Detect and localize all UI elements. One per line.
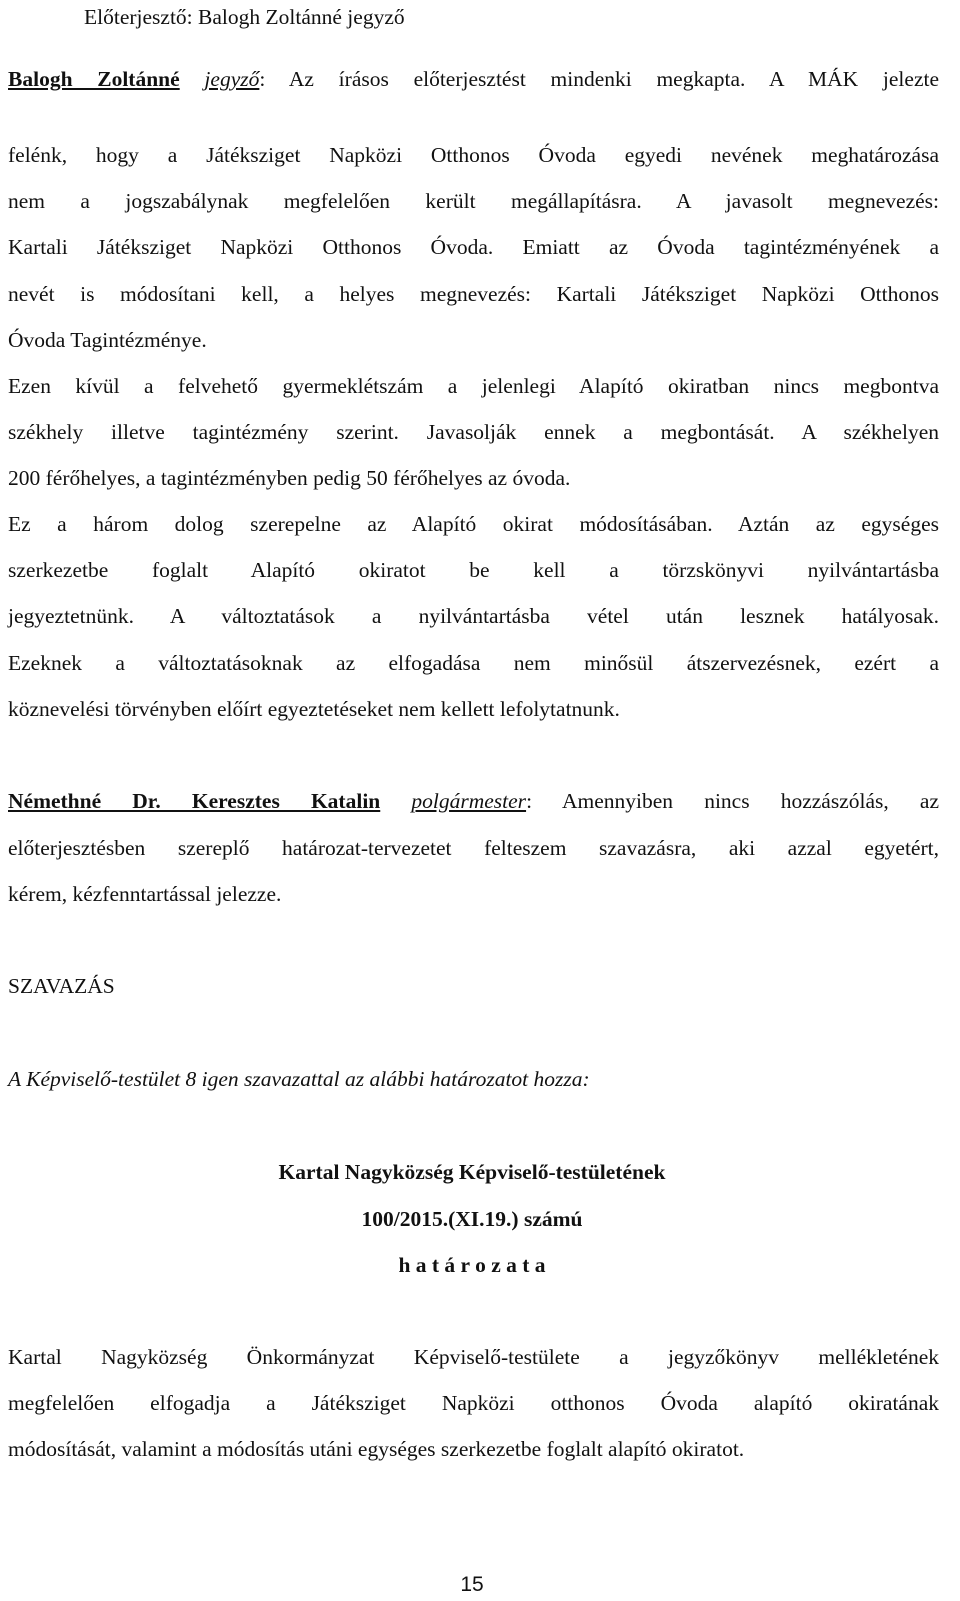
p1-first-text: Az írásos előterjesztést mindenki megkapta. A MÁK jelezte bbox=[288, 67, 940, 91]
p1-role: jegyző bbox=[204, 67, 260, 91]
p1-line-10: szerkezetbe foglalt Alapító okiratot be kell a törzskönyvi nyilvántartásba bbox=[8, 558, 939, 582]
resolution-title: Kartal Nagyközség Képviselő-testületének bbox=[278, 1160, 666, 1184]
resolution-line-2: megfelelően elfogadja a Játéksziget Napközi otthonos Óvoda alapító okiratának bbox=[8, 1391, 939, 1415]
p1-line-1: felénk, hogy a Játéksziget Napközi Otthonos Óvoda egyedi nevének meghatározása bbox=[8, 143, 939, 167]
resolution-label: h a t á r o z a t a bbox=[398, 1253, 546, 1277]
presenter-line: Előterjesztő: Balogh Zoltánné jegyző bbox=[84, 5, 405, 29]
p2-first-line bbox=[8, 786, 939, 816]
p1-first-line bbox=[8, 64, 939, 94]
p2-sep: : bbox=[526, 789, 533, 813]
p1-line-6: Ezen kívül a felvehető gyermeklétszám a jelenlegi Alapító okiratban nincs megbontva bbox=[8, 374, 939, 398]
p1-line-9: Ez a három dolog szerepelne az Alapító okirat módosításában. Aztán az egységes bbox=[8, 512, 939, 536]
vote-heading: SZAVAZÁS bbox=[8, 974, 115, 998]
p1-line-4: nevét is módosítani kell, a helyes megnevezés: Kartali Játéksziget Napközi Otthonos bbox=[8, 282, 939, 306]
p1-line-2: nem a jogszabálynak megfelelően került megállapításra. A javasolt megnevezés: bbox=[8, 189, 939, 213]
p1-line-11: jegyeztetnünk. A változtatások a nyilvántartásba vétel után lesznek hatályosak. bbox=[8, 604, 939, 628]
vote-result: A Képviselő-testület 8 igen szavazattal az alábbi határozatot hozza: bbox=[8, 1067, 590, 1091]
p2-role: polgármester bbox=[411, 789, 527, 813]
p1-line-7: székhely illetve tagintézmény szerint. Javasolják ennek a megbontását. A székhelyen bbox=[8, 420, 939, 444]
p2-speaker: Némethné Dr. Keresztes Katalin bbox=[8, 789, 381, 813]
p2-line-2: kérem, kézfenntartással jelezze. bbox=[8, 882, 282, 906]
p2-first-text: Amennyiben nincs hozzászólás, az bbox=[562, 789, 939, 813]
p1-line-5: Óvoda Tagintézménye. bbox=[8, 328, 207, 352]
p2-line-1: előterjesztésben szereplő határozat-tervezetet felteszem szavazásra, aki azzal egyetért, bbox=[8, 836, 939, 860]
resolution-line-3: módosítását, valamint a módosítás utáni egységes szerkezetbe foglalt alapító okiratot. bbox=[8, 1437, 745, 1461]
p1-speaker: Balogh Zoltánné bbox=[8, 67, 180, 91]
p1-line-12: Ezeknek a változtatásoknak az elfogadása nem minősül átszervezésnek, ezért a bbox=[8, 651, 939, 675]
page-number: 15 bbox=[460, 1573, 484, 1596]
p1-line-13: köznevelési törvényben előírt egyeztetéseket nem kellett lefolytatnunk. bbox=[8, 697, 620, 721]
resolution-line-1: Kartal Nagyközség Önkormányzat Képviselő-testülete a jegyzőkönyv mellékletének bbox=[8, 1345, 939, 1369]
p1-line-8: 200 férőhelyes, a tagintézményben pedig 50 férőhelyes az óvoda. bbox=[8, 466, 571, 490]
p1-line-3: Kartali Játéksziget Napközi Otthonos Óvoda. Emiatt az Óvoda tagintézményének a bbox=[8, 235, 939, 259]
p1-sep: : bbox=[259, 67, 266, 91]
resolution-number: 100/2015.(XI.19.) számú bbox=[361, 1207, 583, 1231]
